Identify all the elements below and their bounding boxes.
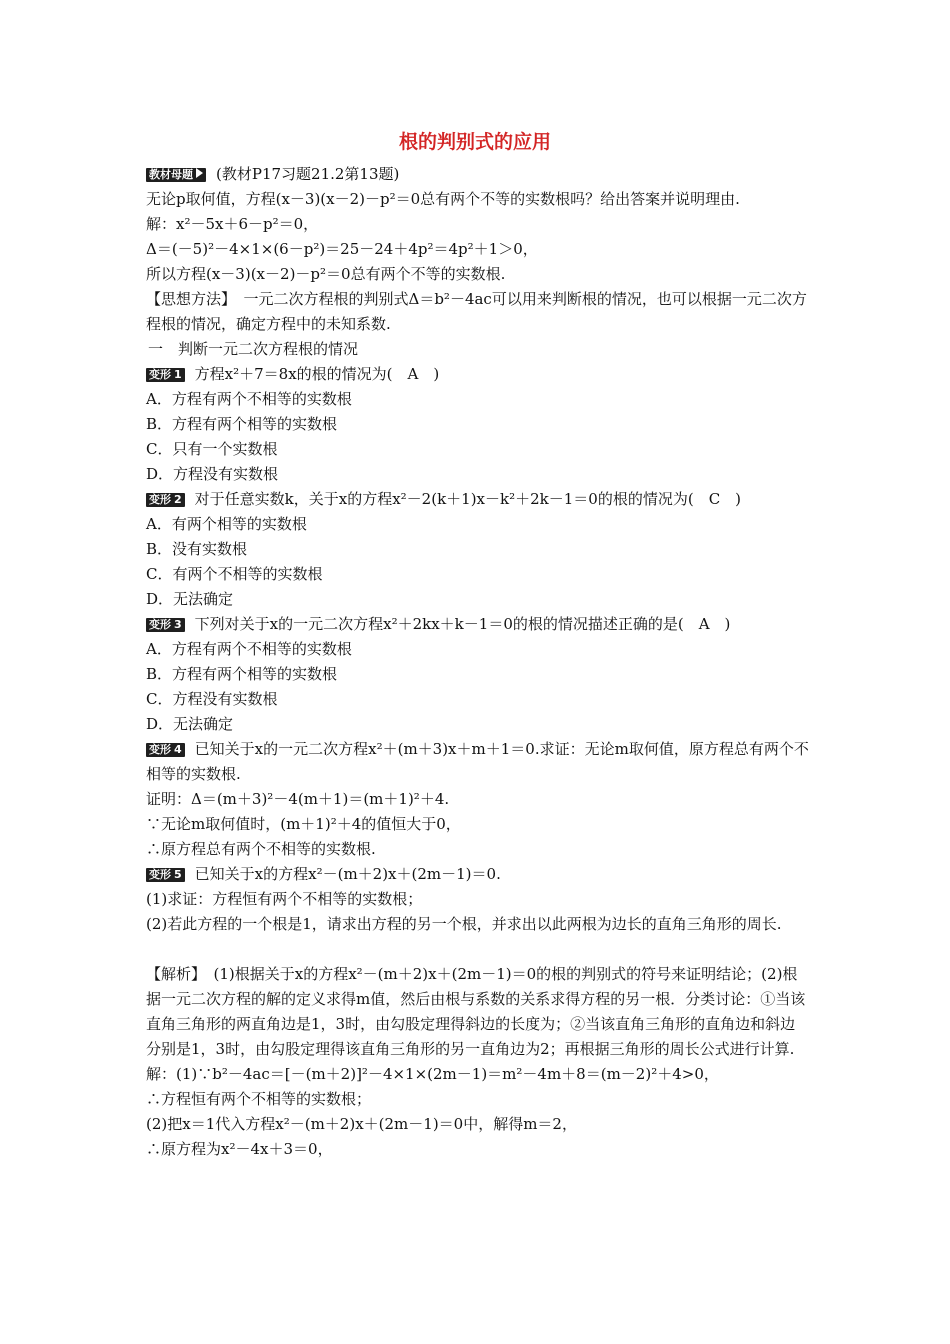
variant-1-option-d: D．方程没有实数根 bbox=[146, 465, 279, 483]
variant-5-analysis: 【解析】 (1)根据关于x的方程x²－(m＋2)x＋(2m－1)＝0的根的判别式的符号来证明结论；(2)根据一元二次方程的解的定义求得m值，然后由根与系数的关系求得方程的另一根．分类讨论：①当该直角三角形的两直角边是1，3时，由勾股定理得斜边的长度为；②当该直角三角形的直角边和斜边分别是1，3时，由勾股定理得该直角三角形的另一直角边为2；再根据三角形的周长公式进行计算. bbox=[146, 965, 806, 1058]
variant-2-option-c: C．有两个不相等的实数根 bbox=[146, 565, 323, 583]
play-icon bbox=[196, 168, 203, 178]
original-solution-3: 所以方程(x－3)(x－2)－p²＝0总有两个不等的实数根. bbox=[146, 265, 506, 283]
method-paragraph: 【思想方法】 一元二次方程根的判别式Δ＝b²－4ac可以用来判断根的情况，也可以根据一元二次方程根的情况，确定方程中的未知系数. bbox=[146, 290, 807, 333]
variant-4-proof-3: ∴原方程总有两个不相等的实数根. bbox=[146, 840, 376, 858]
variant-tag: 变形 1 bbox=[146, 368, 185, 382]
variant-1-question: 变形 1 方程x²＋7＝8x的根的情况为( A ) bbox=[146, 362, 810, 387]
variant-tag: 变形 5 bbox=[146, 868, 185, 882]
variant-2-question: 变形 2 对于任意实数k，关于x的方程x²－2(k＋1)x－k²＋2k－1＝0的根的情况为( C ) bbox=[146, 487, 810, 512]
original-solution-1: 解：x²－5x＋6－p²＝0， bbox=[146, 215, 319, 233]
original-solution-2: Δ＝(－5)²－4×1×(6－p²)＝25－24＋4p²＝4p²＋1＞0， bbox=[146, 240, 538, 258]
variant-5-part-1: (1)求证：方程恒有两个不相等的实数根； bbox=[146, 890, 423, 908]
variant-2-option-b: B．没有实数根 bbox=[146, 540, 248, 558]
variant-4-proof-2: ∵无论m取何值时，(m＋1)²＋4的值恒大于0， bbox=[146, 815, 461, 833]
variant-1-option-b: B．方程有两个相等的实数根 bbox=[146, 415, 338, 433]
variant-4-proof-1: 证明：Δ＝(m＋3)²－4(m＋1)＝(m＋1)²＋4. bbox=[146, 790, 450, 808]
variant-3-option-b: B．方程有两个相等的实数根 bbox=[146, 665, 338, 683]
document-body bbox=[146, 162, 810, 1162]
variant-5-solution-2: ∴方程恒有两个不相等的实数根； bbox=[146, 1090, 372, 1108]
variant-3-option-d: D．无法确定 bbox=[146, 715, 234, 733]
variant-tag: 变形 3 bbox=[146, 618, 185, 632]
variant-1-option-a: A．方程有两个不相等的实数根 bbox=[146, 390, 352, 408]
page-title: 根的判别式的应用 bbox=[398, 131, 551, 153]
variant-5-solution-4: ∴原方程为x²－4x＋3＝0， bbox=[146, 1140, 333, 1158]
variant-1-option-c: C．只有一个实数根 bbox=[146, 440, 278, 458]
variant-5-solution-1: 解：(1)∵b²－4ac＝[－(m＋2)]²－4×1×(2m－1)＝m²－4m＋8＝(m－2)²＋4>0， bbox=[146, 1065, 719, 1083]
variant-4-question: 变形 4 已知关于x的一元二次方程x²＋(m＋3)x＋m＋1＝0.求证：无论m取何值，原方程总有两个不相等的实数根. bbox=[146, 740, 809, 783]
original-question: 无论p取何值，方程(x－3)(x－2)－p²＝0总有两个不等的实数根吗？给出答案并说明理由. bbox=[146, 190, 740, 208]
source-tag: 教材母题 bbox=[146, 168, 206, 182]
variant-5-question: 变形 5 已知关于x的方程x²－(m＋2)x＋(2m－1)＝0. bbox=[146, 862, 810, 887]
variant-3-option-c: C．方程没有实数根 bbox=[146, 690, 278, 708]
variant-5-part-2: (2)若此方程的一个根是1，请求出方程的另一个根，并求出以此两根为边长的直角三角形的周长. bbox=[146, 915, 782, 933]
variant-2-option-a: A．有两个相等的实数根 bbox=[146, 515, 307, 533]
source-text: (教材P17习题21.2第13题) bbox=[216, 165, 400, 183]
variant-tag: 变形 4 bbox=[146, 743, 185, 757]
section-heading: 一 判断一元二次方程根的情况 bbox=[148, 340, 359, 358]
variant-3-question: 变形 3 下列对关于x的一元二次方程x²＋2kx＋k－1＝0的根的情况描述正确的是( A ) bbox=[146, 612, 810, 637]
variant-3-option-a: A．方程有两个不相等的实数根 bbox=[146, 640, 352, 658]
variant-2-option-d: D．无法确定 bbox=[146, 590, 234, 608]
variant-5-solution-3: (2)把x＝1代入方程x²－(m＋2)x＋(2m－1)＝0中，解得m＝2， bbox=[146, 1115, 577, 1133]
variant-tag: 变形 2 bbox=[146, 493, 185, 507]
source-line bbox=[146, 162, 810, 187]
